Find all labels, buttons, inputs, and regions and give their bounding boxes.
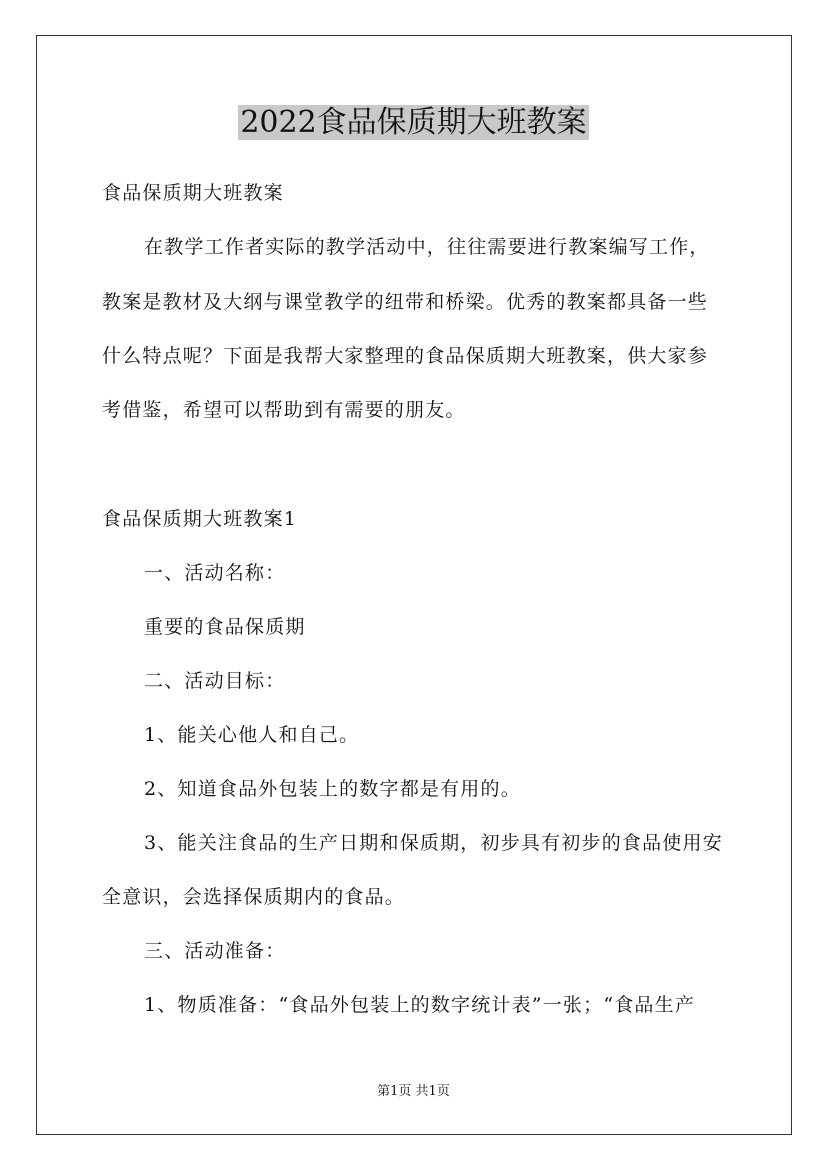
intro-line: 什么特点呢？下面是我帮大家整理的食品保质期大班教案，供大家参 bbox=[102, 345, 709, 367]
body-line: 重要的食品保质期 bbox=[144, 616, 306, 638]
body-line: 3、能关注食品的生产日期和保质期，初步具有初步的食品使用安 bbox=[144, 832, 723, 854]
body-line: 三、活动准备： bbox=[144, 940, 286, 962]
body-line: 1、物质准备：“食品外包装上的数字统计表”一张；“食品生产 bbox=[144, 994, 696, 1016]
body-line: 全意识，会选择保质期内的食品。 bbox=[102, 886, 406, 908]
body-line: 二、活动目标： bbox=[144, 670, 286, 692]
body-line: 2、知道食品外包装上的数字都是有用的。 bbox=[144, 778, 521, 800]
intro-line: 在教学工作者实际的教学活动中，往往需要进行教案编写工作， bbox=[144, 236, 710, 258]
page-footer: 第1页 共1页 bbox=[377, 1084, 450, 1099]
intro-line: 教案是教材及大纲与课堂教学的纽带和桥梁。优秀的教案都具备一些 bbox=[102, 291, 709, 313]
section-heading: 食品保质期大班教案1 bbox=[102, 508, 298, 530]
body-line: 一、活动名称： bbox=[144, 562, 286, 584]
body-line: 1、能关心他人和自己。 bbox=[144, 724, 360, 746]
document-title: 2022食品保质期大班教案 bbox=[240, 105, 587, 140]
document-subtitle: 食品保质期大班教案 bbox=[102, 182, 284, 204]
intro-line: 考借鉴，希望可以帮助到有需要的朋友。 bbox=[102, 399, 466, 421]
